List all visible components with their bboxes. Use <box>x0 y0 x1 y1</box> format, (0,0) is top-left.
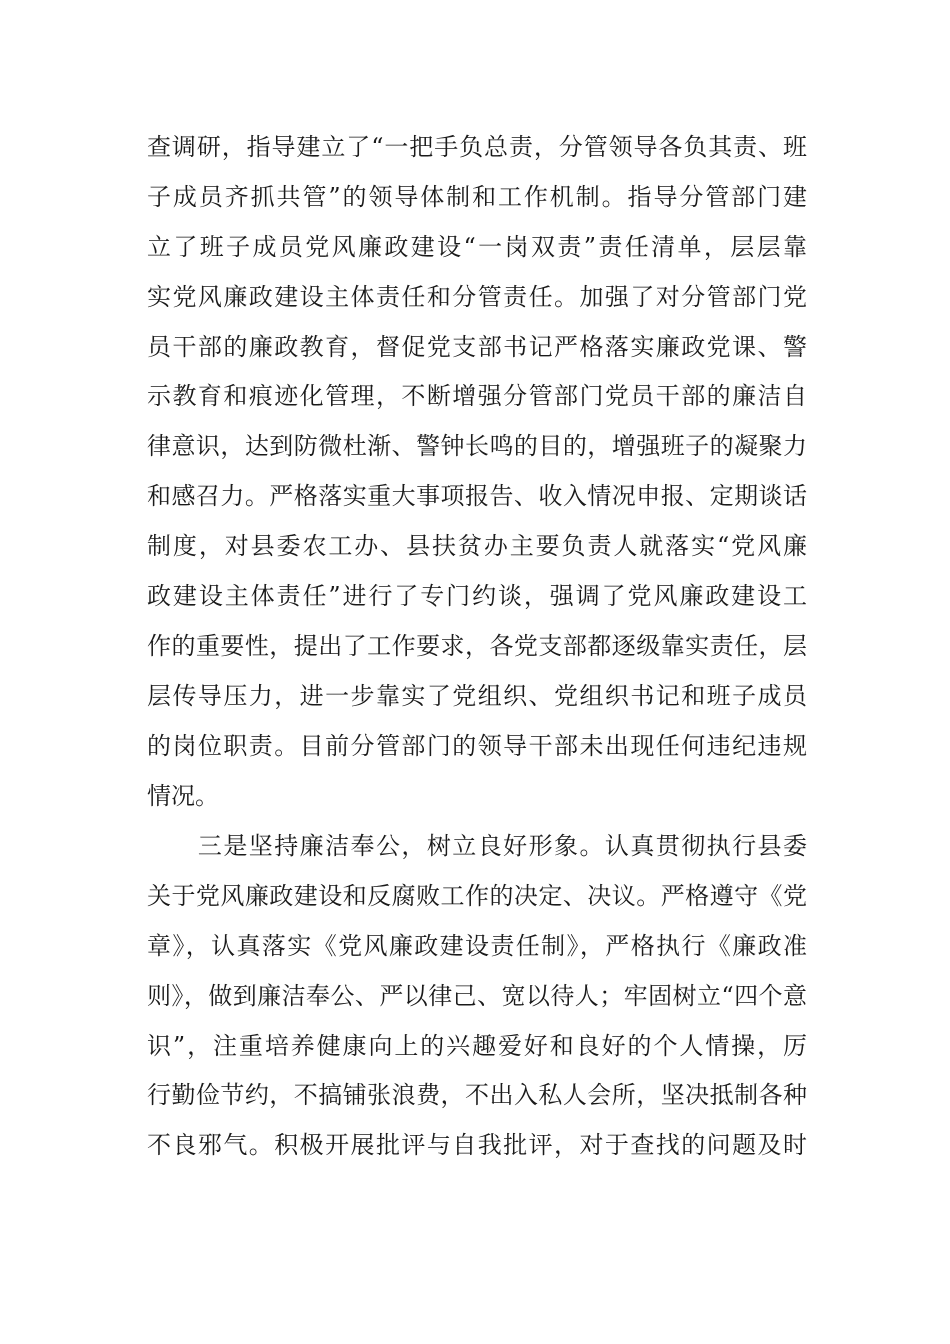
paragraph-1 <box>147 123 807 821</box>
text-line: 关于党风廉政建设和反腐败工作的决定、决议。严格遵守《党 <box>147 881 807 910</box>
text-line: 不良邪气。积极开展批评与自我批评，对于查找的问题及时 <box>147 1131 807 1160</box>
text-line: 立了班子成员党风廉政建设“一岗双责”责任清单，层层靠 <box>147 232 807 261</box>
text-line: 律意识，达到防微杜渐、警钟长鸣的目的，增强班子的凝聚力 <box>147 432 807 461</box>
text-line: 三是坚持廉洁奉公，树立良好形象。认真贯彻执行县委 <box>147 832 807 860</box>
text-line: 识”，注重培养健康向上的兴趣爱好和良好的个人情操，厉 <box>147 1031 807 1060</box>
text-line: 子成员齐抓共管”的领导体制和工作机制。指导分管部门建 <box>147 182 807 211</box>
text-line: 章》，认真落实《党风廉政建设责任制》，严格执行《廉政准 <box>147 931 807 960</box>
text-line: 情况。 <box>147 781 219 810</box>
text-line: 的岗位职责。目前分管部门的领导干部未出现任何违纪违规 <box>147 731 807 760</box>
text-line: 示教育和痕迹化管理，不断增强分管部门党员干部的廉洁自 <box>147 382 807 411</box>
paragraph-2 <box>147 822 807 1171</box>
text-line: 实党风廉政建设主体责任和分管责任。加强了对分管部门党 <box>147 282 807 311</box>
text-line: 则》，做到廉洁奉公、严以律己、宽以待人；牢固树立“四个意 <box>147 981 807 1010</box>
text-line: 和感召力。严格落实重大事项报告、收入情况申报、定期谈话 <box>147 482 807 511</box>
text-line: 层传导压力，进一步靠实了党组织、党组织书记和班子成员 <box>147 681 807 710</box>
text-line: 员干部的廉政教育，督促党支部书记严格落实廉政党课、警 <box>147 332 807 361</box>
text-line: 查调研，指导建立了“一把手负总责，分管领导各负其责、班 <box>147 133 807 161</box>
text-line: 作的重要性，提出了工作要求，各党支部都逐级靠实责任，层 <box>147 631 807 660</box>
text-line: 政建设主体责任”进行了专门约谈，强调了党风廉政建设工 <box>147 582 807 611</box>
text-line: 制度，对县委农工办、县扶贫办主要负责人就落实“党风廉 <box>147 532 807 561</box>
text-line: 行勤俭节约，不搞铺张浪费，不出入私人会所，坚决抵制各种 <box>147 1081 807 1110</box>
